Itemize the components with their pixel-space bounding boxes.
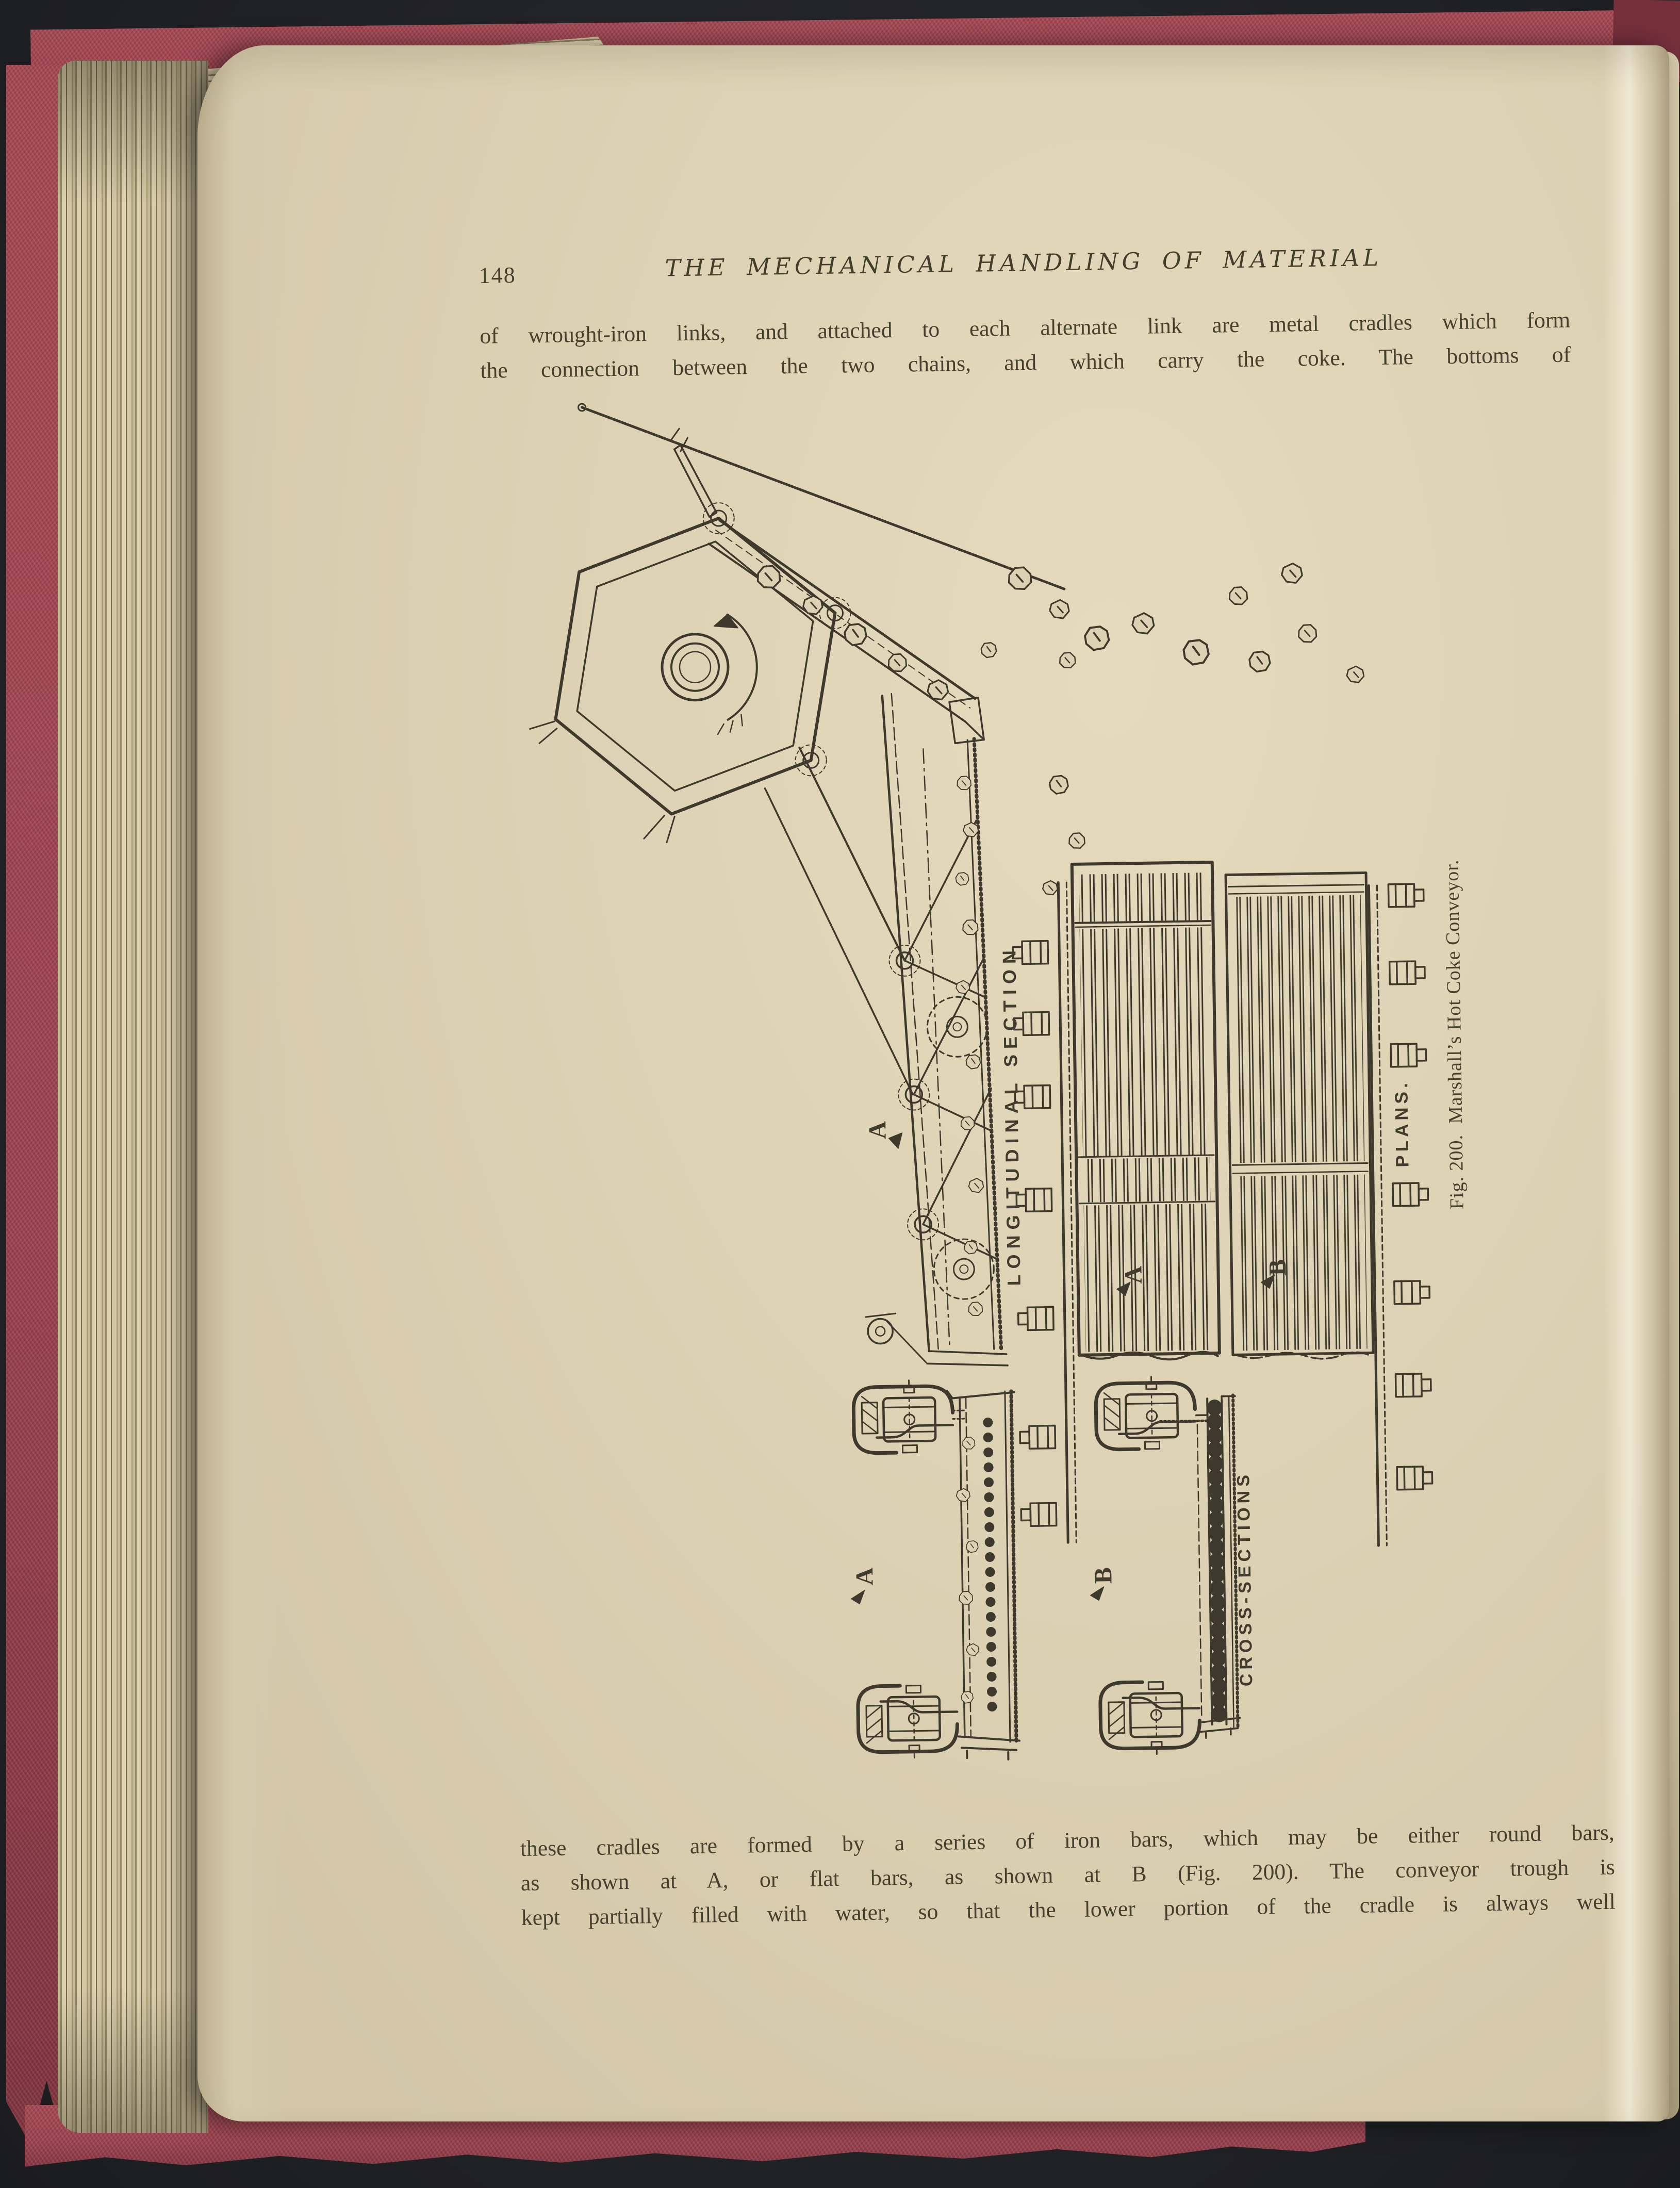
text-line: the connection between the two chains, and which carry the coke. The bottoms of (480, 342, 1571, 383)
longitudinal-section-drawing (764, 692, 1008, 1369)
label-longitudinal-section: LONGITUDINAL SECTION (998, 944, 1025, 1286)
running-title: THE MECHANICAL HANDLING OF MATERIAL (665, 243, 1382, 282)
page-content (182, 35, 1680, 2132)
text-line: of wrought-iron links, and attached to each alternate link are metal cradles which form (480, 307, 1571, 349)
marker-a-longitudinal: A (863, 1121, 892, 1140)
marker-a-cross-section: A (850, 1567, 878, 1586)
hexagonal-sprocket-wheel (526, 501, 854, 844)
marker-b-plan: B (1263, 1259, 1292, 1276)
paragraph-bottom (520, 1816, 1616, 1935)
label-plans: PLANS. (1391, 1079, 1413, 1167)
marker-a-plan: A (1119, 1265, 1147, 1285)
text-line: these cradles are formed by a series of iron bars, which may be either round bars, (520, 1820, 1615, 1862)
figure-caption: Fig. 200. Marshall’s Hot Coke Conveyor. (1441, 859, 1468, 1210)
text-line: as shown at A, or flat bars, as shown at B (Fig. 200). The conveyor trough is (520, 1854, 1616, 1896)
label-cross-sections: CROSS-SECTIONS (1233, 1470, 1256, 1687)
marker-b-cross-section: B (1089, 1567, 1117, 1584)
book-page (197, 45, 1669, 2121)
book-cover-cloth-left (6, 65, 64, 2143)
plan-view-b (1226, 873, 1373, 1360)
page-stack-left-edges (58, 61, 208, 2133)
text-line: kept partially filled with water, so that the lower portion of the cradle is always well (521, 1889, 1616, 1931)
page-number: 148 (479, 262, 517, 288)
